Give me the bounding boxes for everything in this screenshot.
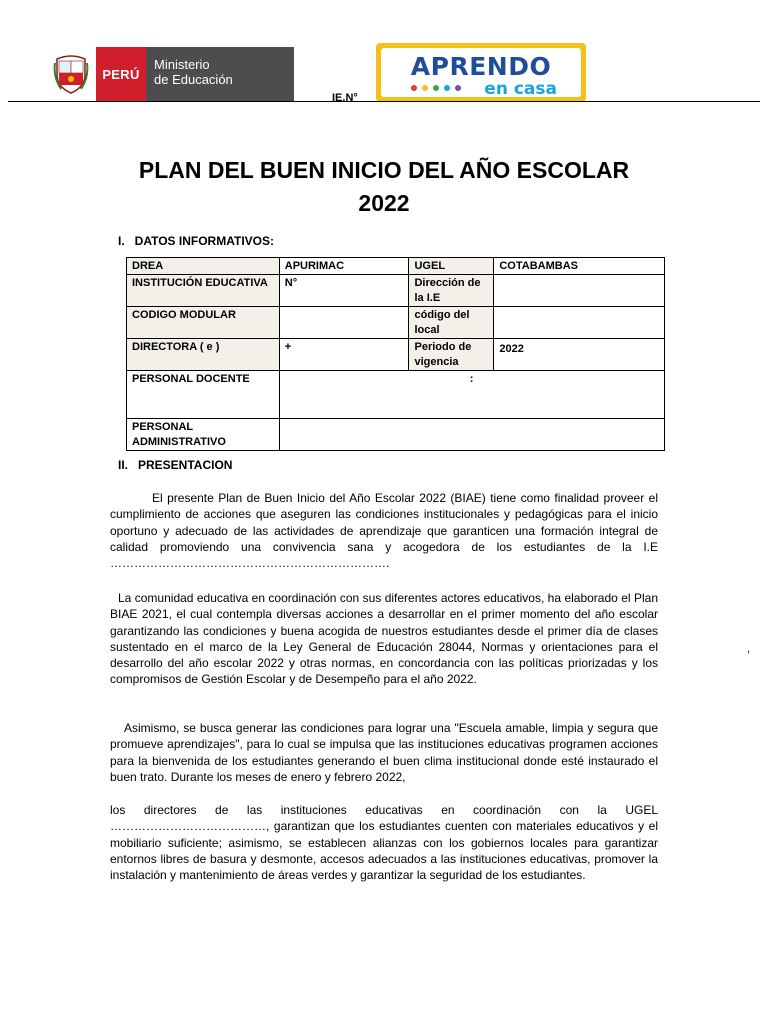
paragraph: La comunidad educativa en coordinación con sus diferentes actores educativos, ha elaborado el Plan BIAE 2021, el cual contempla diversas acciones a desarrollar en el primer momento del año escolar garantizando las condiciones y buena acogida de nuestros estudiantes desde el primer día de clases sustentado en el marco de la Ley General de Educación 28044, Normas y orientaciones para el desarrollo del año escolar 2022 y otras normas, en concordancia con las políticas priorizadas y los compromisos de Gestión Escolar y de Desempeño para el año 2022. (110, 591, 658, 687)
ministry-line-1: Ministerio (154, 57, 210, 72)
table-row (127, 275, 665, 307)
section-heading-presentacion: II. PRESENTACION (118, 458, 233, 472)
table-row (127, 419, 665, 451)
cell-value: COTABAMBAS (494, 258, 665, 275)
cell-value: : (279, 371, 664, 419)
table-row (127, 371, 665, 419)
cell-value: N° (279, 275, 409, 307)
paragraph: El presente Plan de Buen Inicio del Año Escolar 2022 (BIAE) tiene como finalidad proveer el cumplimiento de acciones que aseguren las condiciones institucionales y pedagógicas para el inicio oportuno y adecuado de las actividades de aprendizaje que garanticen una formación integral de calidad promoviendo una convivencia sana y acogedora de los estudiantes de la I.E ……………………………………………………………. (110, 491, 658, 571)
cell-value (494, 307, 665, 339)
cell-label: DIRECTORA ( e ) (127, 339, 280, 371)
title-line-2: 2022 (358, 190, 410, 216)
paragraph: los directores de las instituciones educativas en coordinación con la UGEL …………………………………, garantizan que los estudiantes cuenten con materiales educativos y el mobiliario suficiente; asimismo, se establecen alianzas con los gobiernos locales para garantizar entornos libres de basura y desmonte, accesos adecuados a las instituciones educativas, promover la instalación y mantenimiento de áreas verdes y garantizar la seguridad de los estudiantes. (110, 803, 658, 883)
cell-label: Dirección de la I.E (409, 275, 494, 307)
cell-label: Periodo de vigencia (409, 339, 494, 371)
cell-label: PERSONAL DOCENTE (127, 371, 280, 419)
table-row (127, 307, 665, 339)
title-line-1: PLAN DEL BUEN INICIO DEL AÑO ESCOLAR (138, 157, 630, 183)
document-title (60, 154, 708, 220)
aprendo-en-casa-logo (376, 43, 586, 102)
ie-number-label: IE.N° (332, 92, 358, 104)
header-divider (8, 101, 760, 102)
country-label: PERÚ (96, 47, 146, 101)
cell-label: código del local (409, 307, 494, 339)
table-row (127, 258, 665, 275)
datos-informativos-table (126, 257, 665, 451)
section-heading-datos: I. DATOS INFORMATIVOS: (118, 234, 274, 248)
cell-label: CODIGO MODULAR (127, 307, 280, 339)
paragraph: Asimismo, se busca generar las condiciones para lograr una "Escuela amable, limpia y segura que promueve aprendizajes", para lo cual se impulsa que las instituciones educativas programen acciones para la bienvenida de los estudiantes generando el buen clima institucional donde esté instaurado el buen trato. Durante los meses de enero y febrero 2022, (110, 721, 658, 784)
cell-value (279, 307, 409, 339)
cell-label: DREA (127, 258, 280, 275)
cell-value: APURIMAC (279, 258, 409, 275)
cell-value (494, 275, 665, 307)
cell-label: UGEL (409, 258, 494, 275)
decorative-dots (411, 85, 461, 91)
ministry-line-2: de Educación (154, 72, 233, 87)
cell-label: INSTITUCIÓN EDUCATIVA (127, 275, 280, 307)
table-row (127, 339, 665, 371)
cell-label: PERSONAL ADMINISTRATIVO (127, 419, 280, 451)
aprendo-title: APRENDO (410, 52, 552, 81)
stray-mark: , (747, 643, 751, 655)
en-casa-subtitle: en casa (484, 79, 557, 99)
cell-value (279, 419, 664, 451)
cell-value: + (279, 339, 409, 371)
coat-of-arms-icon (46, 47, 96, 101)
ministry-name (146, 47, 294, 101)
cell-value: 2022 (494, 339, 665, 371)
ministry-logo (46, 47, 294, 101)
